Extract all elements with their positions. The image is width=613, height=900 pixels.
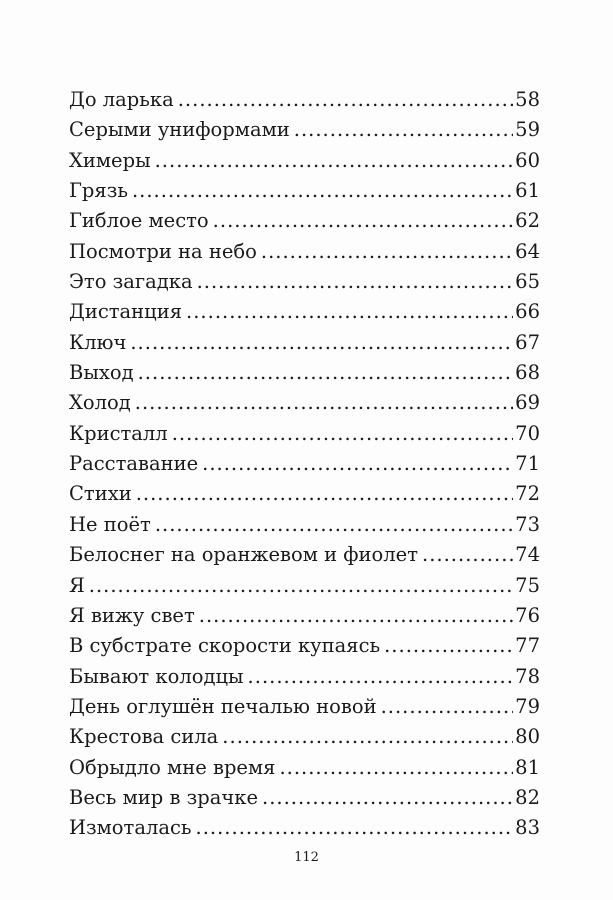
toc-entry-title: Выход: [69, 361, 134, 385]
toc-entry-page: 66: [515, 300, 540, 324]
toc-entry-page: 78: [515, 664, 540, 688]
toc-entry-page: 71: [515, 452, 540, 476]
toc-entry-page: 83: [515, 816, 540, 840]
dot-leader: [132, 176, 513, 206]
toc-entry: [69, 783, 540, 813]
toc-entry-title: День оглушён печалью новой: [69, 694, 377, 718]
toc-entry: [69, 267, 540, 297]
dot-leader: [261, 237, 513, 267]
toc-entry-page: 61: [515, 179, 540, 203]
dot-leader: [197, 267, 514, 297]
toc-entry-page: 58: [515, 88, 540, 111]
dot-leader: [138, 358, 514, 388]
toc-entry: [69, 540, 540, 570]
toc-entry-title: Обрыдло мне время: [69, 755, 276, 779]
dot-leader: [155, 146, 514, 176]
dot-leader: [89, 571, 513, 601]
toc-entry-page: 75: [515, 573, 540, 597]
toc-entry-title: Это загадка: [69, 270, 193, 294]
toc-entry-page: 79: [515, 694, 540, 718]
toc-entry-page: 70: [515, 421, 540, 445]
toc-entry-page: 60: [515, 148, 540, 172]
toc-entry-page: 69: [515, 391, 540, 415]
toc-entry-title: Дистанция: [69, 300, 183, 324]
toc-entry-page: 82: [515, 785, 540, 809]
toc-entry-title: Я: [69, 573, 85, 597]
toc-entry-title: Белоснег на оранжевом и фиолет: [69, 543, 419, 567]
toc-entry-page: 80: [515, 725, 540, 749]
dot-leader: [155, 510, 513, 540]
toc-entry: [69, 510, 540, 540]
dot-leader: [196, 813, 514, 843]
dot-leader: [172, 419, 513, 449]
dot-leader: [222, 722, 513, 752]
toc-entry: [69, 146, 540, 176]
toc-entry-page: 65: [515, 270, 540, 294]
toc-entry-title: Бывают колодцы: [69, 664, 244, 688]
dot-leader: [294, 115, 513, 145]
page-number: 112: [294, 850, 319, 865]
dot-leader: [186, 297, 513, 327]
toc-entry-title: Гиблое место: [69, 209, 209, 233]
toc-entry-title: Весь мир в зрачке: [69, 785, 258, 809]
dot-leader: [422, 540, 513, 570]
toc-entry-page: 73: [515, 512, 540, 536]
dot-leader: [213, 206, 514, 236]
toc-entry-page: 74: [515, 543, 540, 567]
dot-leader: [199, 601, 513, 631]
toc-entry: [69, 176, 540, 206]
toc-entry: [69, 479, 540, 509]
dot-leader: [262, 783, 513, 813]
toc-entry-title: Холод: [69, 391, 131, 415]
toc-entry: [69, 206, 540, 236]
toc-entry: [69, 601, 540, 631]
dot-leader: [384, 631, 513, 661]
toc-entry-title: Крестова сила: [69, 725, 219, 749]
toc-entry-title: Я вижу свет: [69, 603, 195, 627]
dot-leader: [135, 388, 513, 418]
toc-entry-page: 77: [515, 634, 540, 658]
dot-leader: [130, 328, 513, 358]
dot-leader: [381, 692, 514, 722]
toc-entry-page: 64: [515, 239, 540, 263]
toc-entry-page: 59: [515, 118, 540, 142]
toc-entry-page: 72: [515, 482, 540, 506]
toc-entry: [69, 297, 540, 327]
toc-entry: [69, 813, 540, 843]
toc-entry: [69, 692, 540, 722]
toc-entry-page: 67: [515, 330, 540, 354]
toc-entry-title: Кристалл: [69, 421, 168, 445]
toc-entry-page: 68: [515, 361, 540, 385]
table-of-contents: [69, 85, 540, 844]
toc-entry-title: Ключ: [69, 330, 127, 354]
toc-entry-page: 81: [515, 755, 540, 779]
toc-entry-title: Посмотри на небо: [69, 239, 257, 263]
toc-entry: [69, 85, 540, 115]
toc-entry: [69, 571, 540, 601]
toc-entry-title: Расставание: [69, 452, 199, 476]
toc-entry: [69, 753, 540, 783]
toc-entry: [69, 722, 540, 752]
toc-entry-page: 62: [515, 209, 540, 233]
toc-entry-title: Серыми униформами: [69, 118, 290, 142]
dot-leader: [136, 479, 513, 509]
toc-entry: [69, 419, 540, 449]
toc-entry: [69, 237, 540, 267]
toc-entry-title: Грязь: [69, 179, 128, 203]
toc-entry: [69, 388, 540, 418]
toc-entry: [69, 662, 540, 692]
toc-entry: [69, 449, 540, 479]
toc-entry-title: Химеры: [69, 148, 151, 172]
toc-entry: [69, 328, 540, 358]
toc-entry: [69, 115, 540, 145]
toc-entry-title: До ларька: [69, 88, 174, 111]
toc-entry: [69, 631, 540, 661]
toc-entry-page: 76: [515, 603, 540, 627]
dot-leader: [248, 662, 514, 692]
toc-entry-title: Не поёт: [69, 512, 151, 536]
dot-leader: [202, 449, 513, 479]
dot-leader: [178, 85, 513, 115]
toc-entry-title: Измоталась: [69, 816, 192, 840]
dot-leader: [279, 753, 513, 783]
toc-entry-title: Стихи: [69, 482, 132, 506]
toc-entry-title: В субстрате скорости купаясь: [69, 634, 381, 658]
toc-entry: [69, 358, 540, 388]
